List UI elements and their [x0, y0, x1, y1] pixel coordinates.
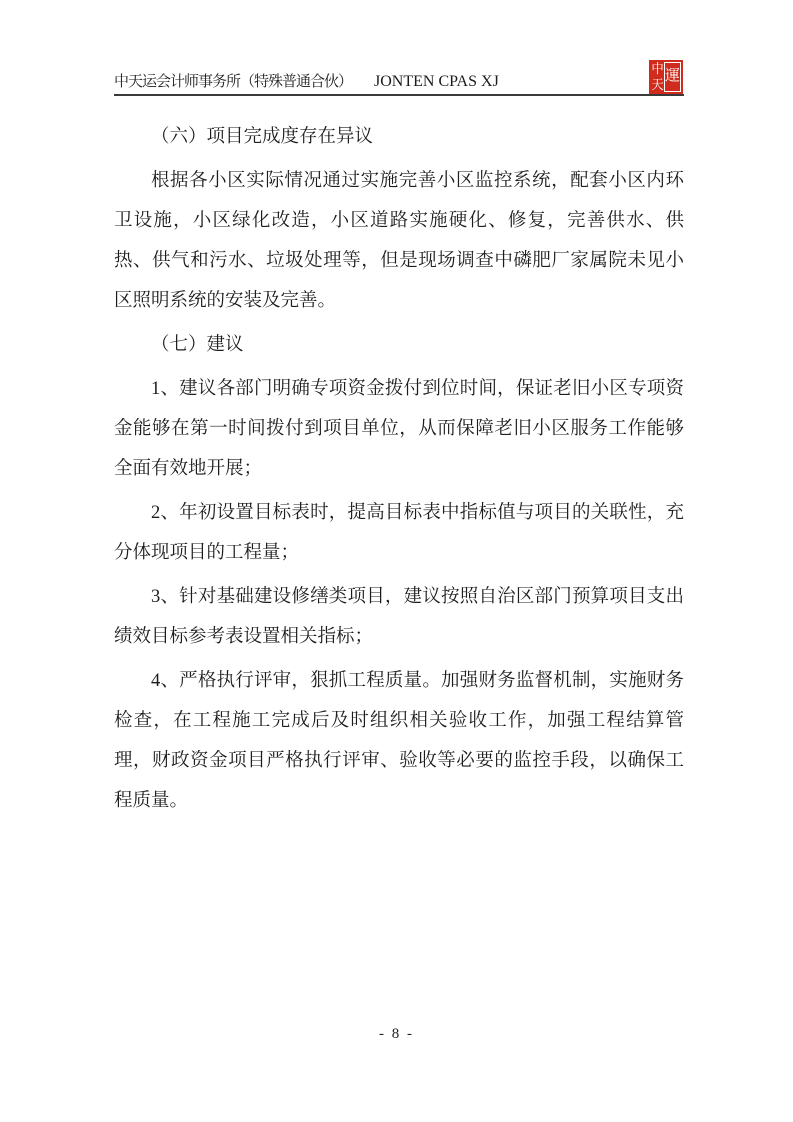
- firm-name-chinese: 中天运会计师事务所（特殊普通合伙）: [114, 74, 353, 90]
- firm-name-english: JONTEN CPAS XJ: [374, 73, 499, 90]
- company-seal-icon: [649, 60, 683, 94]
- page-header: [114, 61, 684, 96]
- seal-char-bottom: 天: [651, 77, 664, 92]
- page-footer: [0, 1026, 793, 1043]
- body-paragraph: 3、针对基础建设修缮类项目，建议按照自治区部门预算项目支出绩效目标参考表设置相关指标；: [114, 587, 684, 647]
- section-heading-seven: （七）建议: [151, 335, 244, 355]
- body-paragraph: 根据各小区实际情况通过实施完善小区监控系统，配套小区内环卫设施，小区绿化改造，小区道路实施硬化、修复，完善供水、供热、供气和污水、垃圾处理等，但是现场调查中磷肥厂家属院未见小区照明系统的安装及完善。: [114, 171, 684, 311]
- seal-char-right: 運: [664, 62, 681, 92]
- page-number: - 8 -: [379, 1026, 414, 1042]
- body-paragraph: 2、年初设置目标表时，提高目标表中指标值与项目的关联性，充分体现项目的工程量；: [114, 503, 684, 563]
- seal-char-top: 中: [651, 61, 664, 76]
- section-heading-six: （六）项目完成度存在异议: [151, 127, 374, 147]
- body-paragraph: 1、建议各部门明确专项资金拨付到位时间，保证老旧小区专项资金能够在第一时间拨付到项目单位，从而保障老旧小区服务工作能够全面有效地开展；: [114, 379, 684, 479]
- seal-left-column: [651, 62, 663, 92]
- document-body: [114, 117, 684, 825]
- body-paragraph: 4、严格执行评审，狠抓工程质量。加强财务监督机制，实施财务检查，在工程施工完成后及时组织相关验收工作，加强工程结算管理，财政资金项目严格执行评审、验收等必要的监控手段，以确保工程质量。: [114, 671, 684, 811]
